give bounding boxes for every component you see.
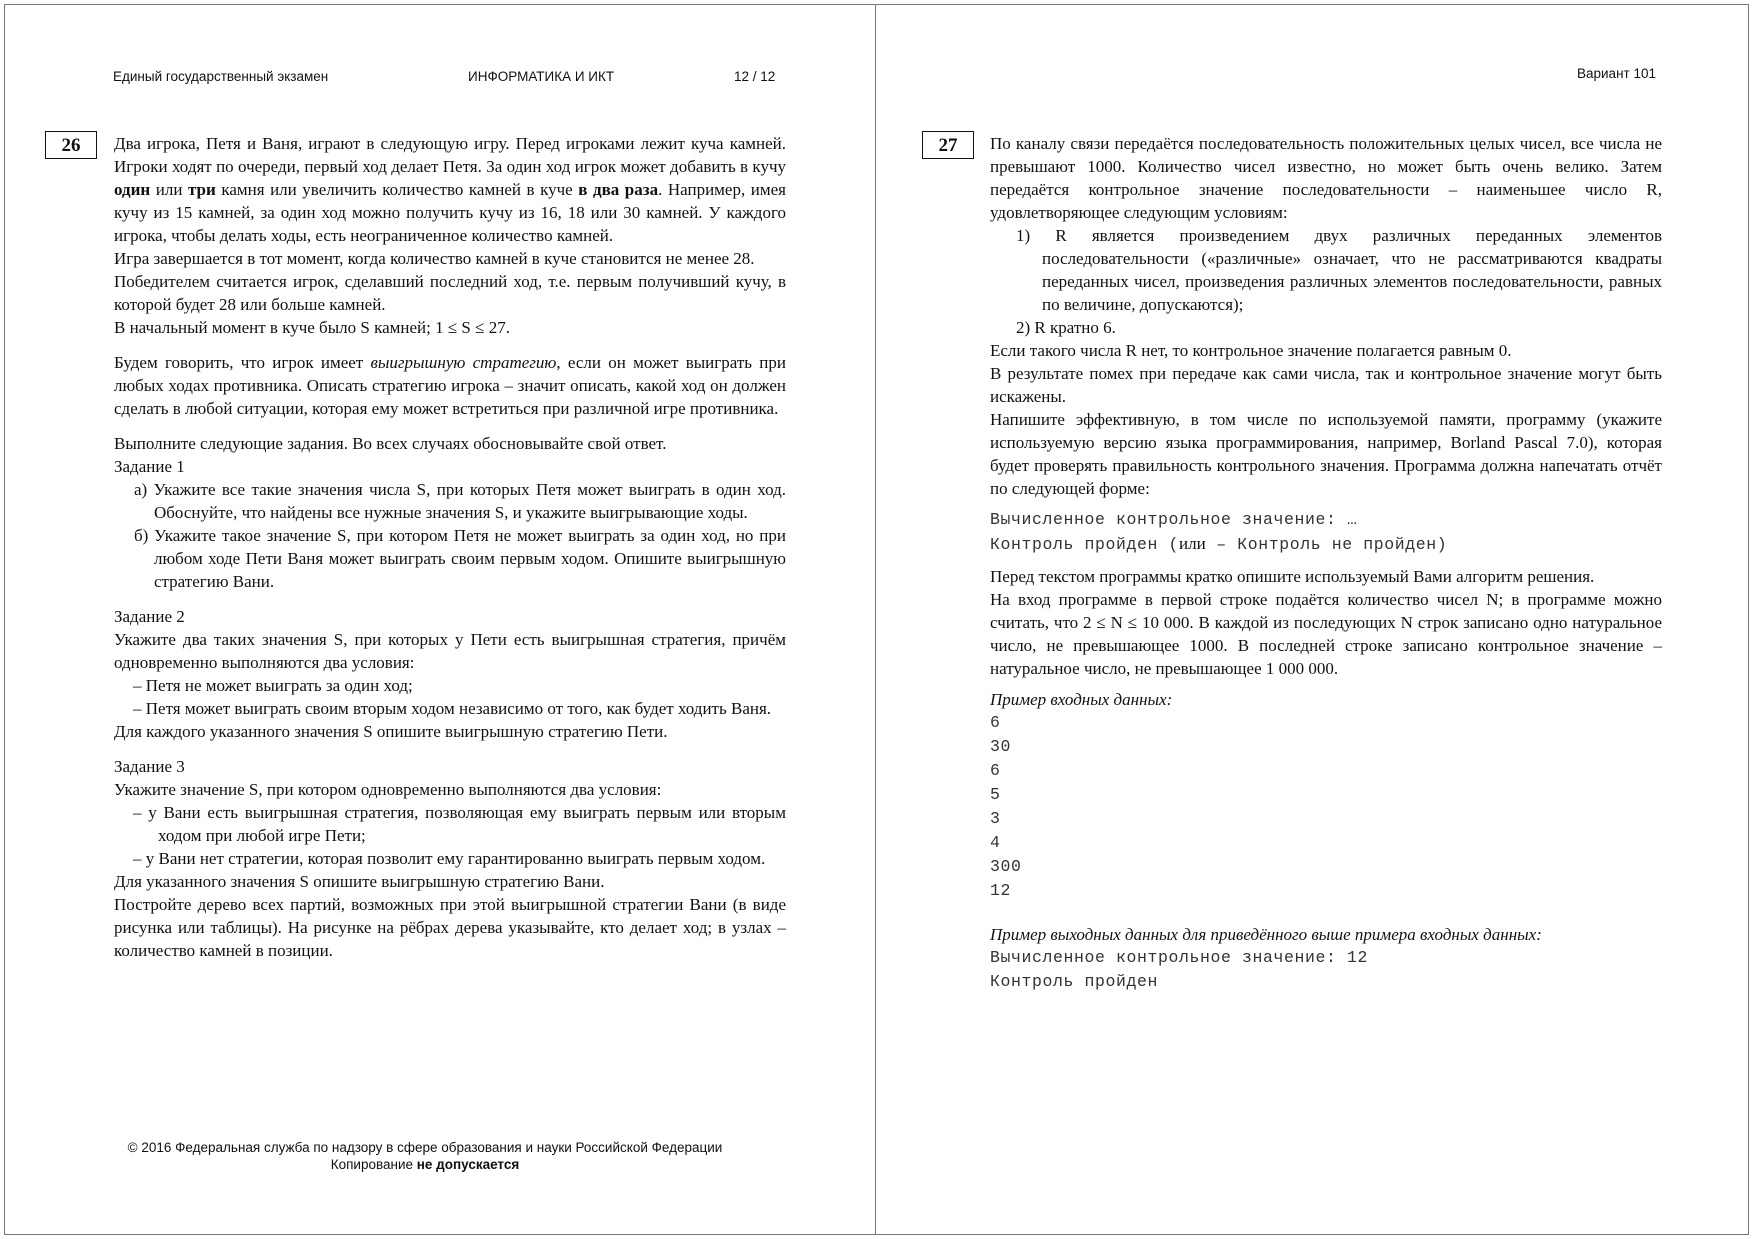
- task-3-after-1: Для указанного значения S опишите выигрышную стратегию Вани.: [114, 872, 605, 891]
- task-27-p3: В результате помех при передаче как сами числа, так и контрольное значение могут быть искажены.: [990, 364, 1662, 406]
- page-number: 12 / 12: [734, 69, 776, 84]
- task-26-intro-p3: Победителем считается игрок, сделавший последний ход, т.е. первым получивший кучу, в которой будет 28 или больше камней.: [114, 272, 786, 314]
- task-3-condition-2: – у Вани нет стратегии, которая позволит ему гарантированно выиграть первым ходом.: [133, 849, 766, 868]
- input-line: 3: [990, 809, 1001, 828]
- task-27-condition-1: 1) R является произведением двух различных переданных элементов последовательности («различные» означает, что не рассматриваются квадраты переданных чисел, произведения различных элементов последовательности, равных по величине, допускаются);: [1016, 226, 1662, 314]
- task-3-title: Задание 3: [114, 757, 185, 776]
- task-2-text: Укажите два таких значения S, при которых у Пети есть выигрышная стратегия, причём одновременно выполняются два условия:: [114, 630, 786, 672]
- input-example-title: Пример входных данных:: [990, 690, 1173, 709]
- input-line: 4: [990, 833, 1001, 852]
- task-2-after: Для каждого указанного значения S опишите выигрышную стратегию Пети.: [114, 722, 668, 741]
- task-27-p1: По каналу связи передаётся последовательность положительных целых чисел, все числа не превышают 1000. Количество чисел известно, но может быть очень велико. Затем передаётся контрольное значение последовательности – наименьшее число R, удовлетворяющее следующим условиям:: [990, 134, 1662, 222]
- task-27-p2: Если такого числа R нет, то контрольное значение полагается равным 0.: [990, 341, 1512, 360]
- task-3-after-2: Постройте дерево всех партий, возможных при этой выигрышной стратегии Вани (в виде рисунка или таблицы). На рисунке на рёбрах дерева указывайте, кто делает ход; в узлах – количество камней в позиции.: [114, 895, 786, 960]
- input-line: 5: [990, 785, 1001, 804]
- copy-restriction: Копирование не допускается: [330, 1157, 520, 1172]
- output-line-1: Вычисленное контрольное значение: 12: [990, 948, 1369, 967]
- input-line: 30: [990, 737, 1012, 756]
- task-3-condition-1: – у Вани есть выигрышная стратегия, позволяющая ему выиграть первым или вторым ходом при любой игре Пети;: [133, 803, 786, 845]
- task-27-body: [990, 132, 1662, 994]
- task-1a: а) Укажите все такие значения числа S, при которых Петя может выиграть в один ход. Обоснуйте, что найдены все нужные значения S, и укажите выигрывающие ходы.: [134, 480, 786, 522]
- copyright-footer: [100, 1139, 750, 1173]
- task-2-title: Задание 2: [114, 607, 185, 626]
- variant-label: Вариант 101: [1577, 66, 1656, 81]
- input-line: 12: [990, 881, 1012, 900]
- task-1b: б) Укажите такое значение S, при котором Петя не может выиграть за один ход, но при любом ходе Пети Ваня может выиграть своим первым ходом. Опишите выигрышную стратегию Вани.: [134, 526, 786, 591]
- task-1-title: Задание 1: [114, 457, 185, 476]
- report-form-line-2: Контроль пройден (или – Контроль не пройден): [990, 534, 1448, 554]
- copyright-line: © 2016 Федеральная служба по надзору в сфере образования и науки Российской Федерации: [127, 1140, 723, 1155]
- task-27-p5: Перед текстом программы кратко опишите используемый Вами алгоритм решения.: [990, 567, 1595, 586]
- task-2-condition-1: – Петя не может выиграть за один ход;: [133, 676, 413, 695]
- task-26-body: [114, 132, 786, 962]
- input-line: 300: [990, 857, 1022, 876]
- task-2-condition-2: – Петя может выиграть своим вторым ходом независимо от того, как будет ходить Ваня.: [133, 699, 772, 718]
- task-27-condition-2: 2) R кратно 6.: [1016, 318, 1116, 337]
- output-example-title: Пример выходных данных для приведённого выше примера входных данных:: [990, 925, 1542, 944]
- task-26-intro-p4: В начальный момент в куче было S камней; 1 ≤ S ≤ 27.: [114, 318, 510, 337]
- task-number-27: 27: [922, 131, 974, 159]
- page-divider: [875, 4, 876, 1235]
- tasks-intro: Выполните следующие задания. Во всех случаях обосновывайте свой ответ.: [114, 434, 667, 453]
- task-27-p6: На вход программе в первой строке подаётся количество чисел N; в программе можно считать, что 2 ≤ N ≤ 10 000. В каждой из последующих N строк записано одно натуральное число, не превышающее 1000. В последней строке записано контрольное значение – натуральное число, не превышающее 1 000 000.: [990, 590, 1662, 678]
- task-26-intro-p1: Два игрока, Петя и Ваня, играют в следующую игру. Перед игроками лежит куча камней. Игроки ходят по очереди, первый ход делает Петя. За один ход игрок может добавить в кучу один или три камня или увеличить количество камней в куче в два раза. Например, имея кучу из 15 камней, за один ход можно получить кучу из 16, 18 или 30 камней. У каждого игрока, чтобы делать ходы, есть неограниченное количество камней.: [114, 134, 786, 245]
- report-form-line-1: Вычисленное контрольное значение: …: [990, 510, 1358, 529]
- output-line-2: Контроль пройден: [990, 972, 1159, 991]
- subject-title: ИНФОРМАТИКА И ИКТ: [468, 69, 615, 84]
- input-line: 6: [990, 713, 1001, 732]
- strategy-definition: Будем говорить, что игрок имеет выигрышную стратегию, если он может выиграть при любых ходах противника. Описать стратегию игрока – значит описать, какой ход он должен сделать в любой ситуации, которая ему может встретиться при различной игре противника.: [114, 353, 787, 418]
- exam-name: Единый государственный экзамен: [113, 69, 329, 84]
- task-27-p4: Напишите эффективную, в том числе по используемой памяти, программу (укажите используемую версию языка программирования, например, Borland Pascal 7.0), которая будет проверять правильность контрольного значения. Программа должна напечатать отчёт по следующей форме:: [990, 410, 1662, 498]
- task-number-26: 26: [45, 131, 97, 159]
- task-3-text: Укажите значение S, при котором одновременно выполняются два условия:: [114, 780, 662, 799]
- task-26-intro-p2: Игра завершается в тот момент, когда количество камней в куче становится не менее 28.: [114, 249, 755, 268]
- input-line: 6: [990, 761, 1001, 780]
